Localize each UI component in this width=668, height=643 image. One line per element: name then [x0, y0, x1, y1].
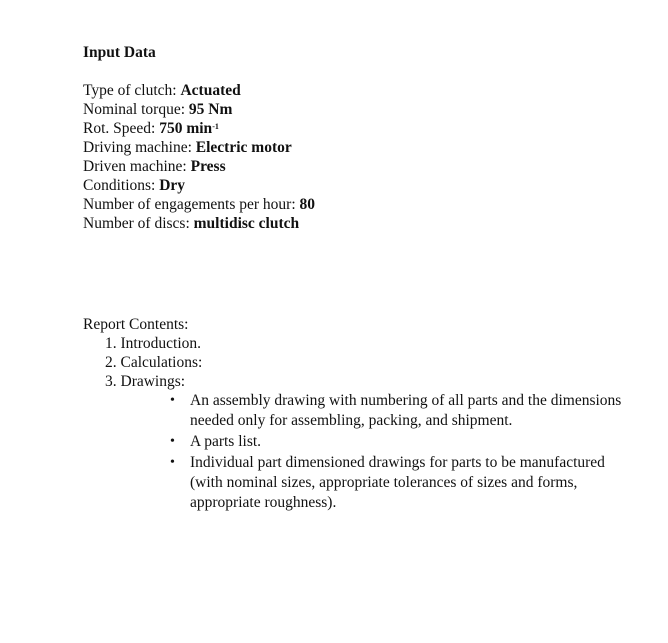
- bullet-icon: •: [170, 393, 175, 408]
- field-label: Conditions:: [83, 177, 156, 194]
- list-item: 1. Introduction.: [105, 335, 201, 352]
- field-type-of-clutch: [83, 81, 653, 100]
- field-value: Electric motor: [195, 139, 292, 156]
- field-conditions: [83, 176, 653, 195]
- field-label: Number of engagements per hour:: [83, 196, 296, 213]
- bullet-item-parts-list: [168, 432, 628, 452]
- field-number-of-discs: [83, 214, 653, 233]
- field-value: 95 Nm: [188, 101, 233, 118]
- field-rot-speed: [83, 119, 653, 138]
- field-value: [159, 120, 219, 137]
- drawings-bullet-list: [168, 391, 628, 513]
- input-data-section: [83, 43, 653, 233]
- field-value: Press: [190, 158, 226, 175]
- field-label: Nominal torque:: [83, 101, 186, 118]
- report-contents-list: [83, 334, 653, 391]
- field-driving-machine: [83, 138, 653, 157]
- bullet-text: An assembly drawing with numbering of all parts and the dimensions needed only for assembling, packing, and shipment.: [190, 392, 622, 429]
- field-label: Driving machine:: [83, 139, 192, 156]
- report-contents-title: Report Contents:: [83, 316, 189, 333]
- report-contents-section: [83, 315, 653, 514]
- list-item: 2. Calculations:: [105, 354, 203, 371]
- bullet-text: Individual part dimensioned drawings for parts to be manufactured (with nominal sizes, appropriate tolerances of sizes and forms, appropriate roughness).: [190, 454, 605, 511]
- field-value: Dry: [159, 177, 186, 194]
- field-label: Type of clutch:: [83, 82, 177, 99]
- field-value-text: 750 min: [159, 120, 213, 137]
- bullet-icon: •: [170, 434, 175, 449]
- bullet-item-part-drawings: [168, 453, 628, 513]
- field-driven-machine: [83, 157, 653, 176]
- field-engagements-per-hour: [83, 195, 653, 214]
- bullet-item-assembly-drawing: [168, 391, 628, 431]
- field-value: 80: [299, 196, 316, 213]
- field-value: Actuated: [180, 82, 241, 99]
- field-label: Driven machine:: [83, 158, 187, 175]
- input-data-heading: Input Data: [83, 44, 156, 61]
- bullet-icon: •: [170, 455, 175, 470]
- field-nominal-torque: [83, 100, 653, 119]
- field-value: multidisc clutch: [193, 215, 300, 232]
- list-item: 3. Drawings:: [105, 373, 186, 390]
- bullet-text: A parts list.: [190, 433, 262, 450]
- field-label: Rot. Speed:: [83, 120, 156, 137]
- field-label: Number of discs:: [83, 215, 190, 232]
- field-value-exponent: -1: [212, 122, 219, 131]
